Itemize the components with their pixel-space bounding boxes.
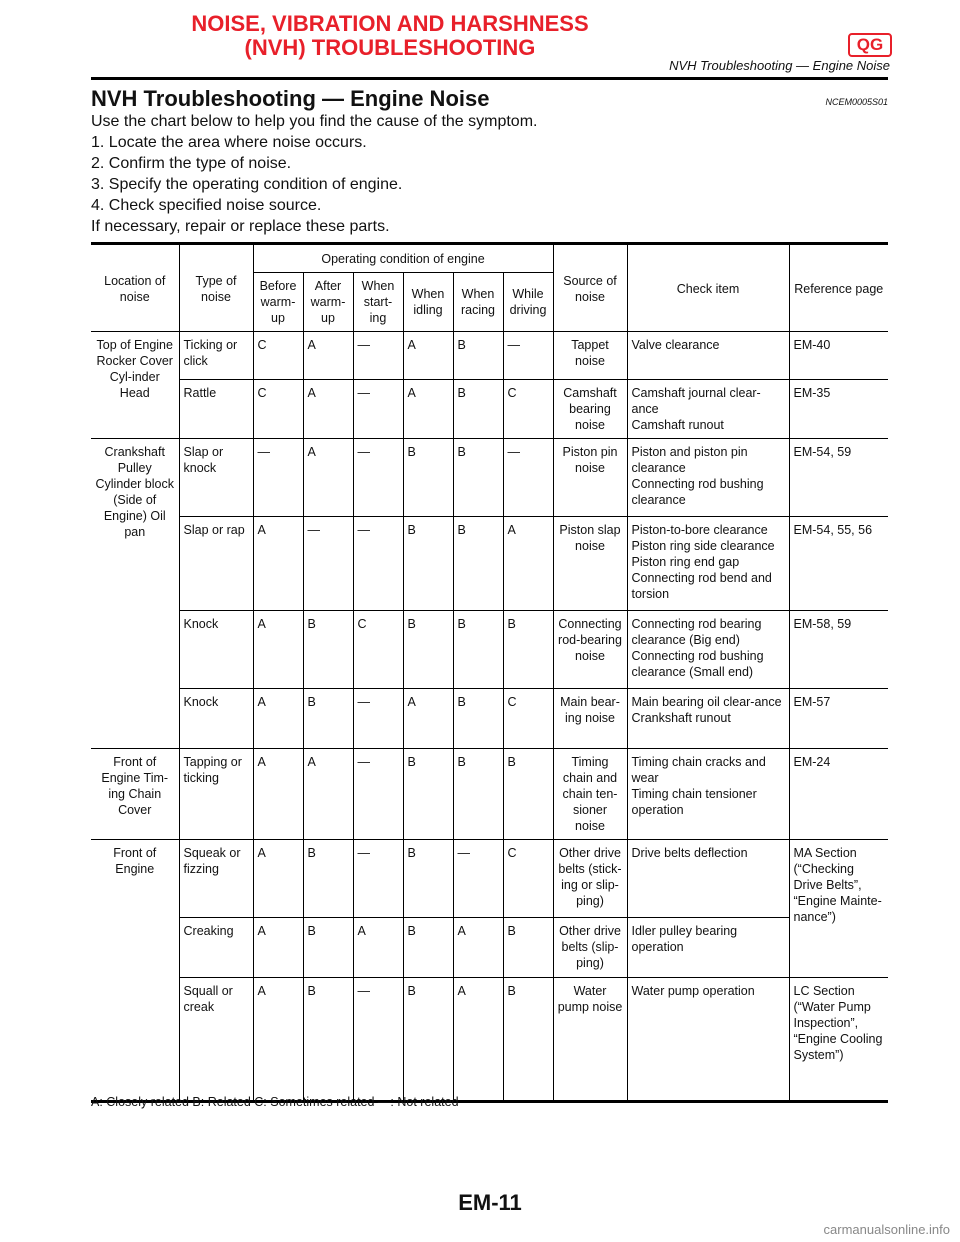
condition-mark-cell: B (503, 611, 553, 689)
reference-cell: EM-40 (789, 332, 888, 380)
check-item-cell: Camshaft journal clear-ance Camshaft runout (627, 380, 789, 439)
intro-line: 3. Specify the operating condition of engine. (91, 176, 403, 193)
header-while-driving: While driving (503, 273, 553, 332)
condition-mark-cell: B (453, 689, 503, 749)
check-item-cell: Main bearing oil clear-ance Crankshaft runout (627, 689, 789, 749)
condition-mark-cell: C (253, 332, 303, 380)
noise-source-cell: Camshaft bearing noise (553, 380, 627, 439)
noise-type-cell: Knock (179, 611, 253, 689)
table-row (91, 332, 888, 380)
condition-mark-cell: — (503, 332, 553, 380)
table-row (91, 749, 888, 840)
noise-type-cell: Squall or creak (179, 978, 253, 1102)
section-code: NCEM0005S01 (825, 97, 888, 107)
condition-mark-cell: A (253, 689, 303, 749)
reference-cell: EM-57 (789, 689, 888, 749)
header-title-line2: (NVH) TROUBLESHOOTING (244, 35, 536, 60)
header-rule (91, 77, 888, 80)
table-row (91, 611, 888, 689)
noise-source-cell: Main bear-ing noise (553, 689, 627, 749)
condition-mark-cell: — (303, 517, 353, 611)
check-item-cell: Piston-to-bore clearance Piston ring side clearance Piston ring end gap Connecting rod bend and torsion (627, 517, 789, 611)
condition-mark-cell: C (353, 611, 403, 689)
condition-mark-cell: A (253, 918, 303, 978)
condition-mark-cell: A (253, 749, 303, 840)
noise-source-cell: Water pump noise (553, 978, 627, 1102)
noise-source-cell: Connecting rod-bearing noise (553, 611, 627, 689)
location-cell: Front of Engine (91, 840, 179, 1102)
header-when-starting: When start-ing (353, 273, 403, 332)
table-row (91, 380, 888, 439)
condition-mark-cell: B (403, 749, 453, 840)
condition-mark-cell: B (503, 978, 553, 1102)
condition-mark-cell: B (403, 611, 453, 689)
condition-mark-cell: A (503, 517, 553, 611)
condition-mark-cell: B (303, 689, 353, 749)
condition-mark-cell: A (353, 918, 403, 978)
noise-source-cell: Timing chain and chain ten-sioner noise (553, 749, 627, 840)
condition-mark-cell: B (303, 978, 353, 1102)
reference-cell: EM-54, 55, 56 (789, 517, 888, 611)
header-operating: Operating condition of engine (253, 244, 553, 273)
condition-mark-cell: A (403, 689, 453, 749)
condition-mark-cell: — (353, 978, 403, 1102)
nvh-table (91, 242, 888, 1103)
condition-mark-cell: — (353, 380, 403, 439)
noise-source-cell: Other drive belts (stick-ing or slip-ping) (553, 840, 627, 918)
condition-mark-cell: A (303, 749, 353, 840)
condition-mark-cell: — (353, 439, 403, 517)
check-item-cell: Timing chain cracks and wear Timing chain tensioner operation (627, 749, 789, 840)
condition-mark-cell: C (253, 380, 303, 439)
noise-source-cell: Piston slap noise (553, 517, 627, 611)
condition-mark-cell: — (453, 840, 503, 918)
reference-cell: EM-24 (789, 749, 888, 840)
table-row (91, 689, 888, 749)
watermark: carmanualsonline.info (823, 1222, 950, 1237)
intro-line: 2. Confirm the type of noise. (91, 155, 292, 172)
location-cell: Crankshaft Pulley Cylinder block (Side of Engine) Oil pan (91, 439, 179, 749)
noise-source-cell: Piston pin noise (553, 439, 627, 517)
header-location: Location of noise (91, 244, 179, 332)
condition-mark-cell: — (253, 439, 303, 517)
condition-mark-cell: B (453, 611, 503, 689)
condition-mark-cell: — (353, 749, 403, 840)
check-item-cell: Drive belts deflection (627, 840, 789, 918)
check-item-cell: Water pump operation (627, 978, 789, 1102)
noise-type-cell: Slap or rap (179, 517, 253, 611)
condition-mark-cell: C (503, 689, 553, 749)
condition-mark-cell: C (503, 380, 553, 439)
section-badge: QG (848, 33, 892, 57)
legend: A: Closely related B: Related C: Sometimes related —: Not related (91, 1095, 459, 1109)
condition-mark-cell: A (303, 439, 353, 517)
header-title-line1: NOISE, VIBRATION AND HARSHNESS (191, 11, 589, 36)
page-number: EM-11 (458, 1190, 522, 1215)
condition-mark-cell: — (353, 689, 403, 749)
condition-mark-cell: — (353, 332, 403, 380)
condition-mark-cell: A (403, 380, 453, 439)
location-cell: Front of Engine Tim-ing Chain Cover (91, 749, 179, 840)
header-subtitle: NVH Troubleshooting — Engine Noise (669, 58, 890, 73)
condition-mark-cell: B (403, 439, 453, 517)
noise-type-cell: Squeak or fizzing (179, 840, 253, 918)
condition-mark-cell: A (453, 918, 503, 978)
header-after-warmup: After warm-up (303, 273, 353, 332)
condition-mark-cell: A (253, 978, 303, 1102)
noise-type-cell: Rattle (179, 380, 253, 439)
intro-text (91, 111, 888, 237)
noise-type-cell: Tapping or ticking (179, 749, 253, 840)
noise-type-cell: Slap or knock (179, 439, 253, 517)
noise-type-cell: Knock (179, 689, 253, 749)
intro-line: If necessary, repair or replace these parts. (91, 218, 390, 235)
noise-source-cell: Other drive belts (slip-ping) (553, 918, 627, 978)
condition-mark-cell: B (503, 749, 553, 840)
condition-mark-cell: — (353, 517, 403, 611)
condition-mark-cell: A (303, 332, 353, 380)
header-title (0, 12, 780, 60)
intro-line: Use the chart below to help you find the cause of the symptom. (91, 113, 538, 130)
condition-mark-cell: A (253, 840, 303, 918)
noise-source-cell: Tappet noise (553, 332, 627, 380)
table-row (91, 978, 888, 1102)
header-check: Check item (627, 244, 789, 332)
condition-mark-cell: A (403, 332, 453, 380)
check-item-cell: Idler pulley bearing operation (627, 918, 789, 978)
header-when-racing: When racing (453, 273, 503, 332)
condition-mark-cell: B (453, 517, 503, 611)
header-reference: Reference page (789, 244, 888, 332)
table-row (91, 439, 888, 517)
header-when-idling: When idling (403, 273, 453, 332)
reference-cell: LC Section (“Water Pump Inspection”, “Engine Cooling System”) (789, 978, 888, 1102)
condition-mark-cell: B (303, 918, 353, 978)
header-before-warmup: Before warm-up (253, 273, 303, 332)
section-title: NVH Troubleshooting — Engine Noise (91, 86, 490, 111)
header-source: Source of noise (553, 244, 627, 332)
condition-mark-cell: A (253, 611, 303, 689)
check-item-cell: Connecting rod bearing clearance (Big end) Connecting rod bushing clearance (Small end) (627, 611, 789, 689)
reference-cell: MA Section (“Checking Drive Belts”, “Engine Mainte-nance”) (789, 840, 888, 978)
reference-cell: EM-54, 59 (789, 439, 888, 517)
condition-mark-cell: B (303, 611, 353, 689)
condition-mark-cell: B (503, 918, 553, 978)
condition-mark-cell: B (403, 978, 453, 1102)
condition-mark-cell: A (303, 380, 353, 439)
condition-mark-cell: B (453, 749, 503, 840)
table-row (91, 517, 888, 611)
table-row (91, 840, 888, 918)
condition-mark-cell: — (353, 840, 403, 918)
reference-cell: EM-35 (789, 380, 888, 439)
condition-mark-cell: B (403, 517, 453, 611)
condition-mark-cell: C (503, 840, 553, 918)
condition-mark-cell: B (453, 332, 503, 380)
location-cell: Top of Engine Rocker Cover Cyl-inder Head (91, 332, 179, 439)
intro-line: 1. Locate the area where noise occurs. (91, 134, 367, 151)
condition-mark-cell: A (453, 978, 503, 1102)
condition-mark-cell: B (453, 380, 503, 439)
header-type: Type of noise (179, 244, 253, 332)
reference-cell: EM-58, 59 (789, 611, 888, 689)
condition-mark-cell: B (403, 918, 453, 978)
condition-mark-cell: — (503, 439, 553, 517)
noise-type-cell: Ticking or click (179, 332, 253, 380)
condition-mark-cell: B (453, 439, 503, 517)
check-item-cell: Valve clearance (627, 332, 789, 380)
noise-type-cell: Creaking (179, 918, 253, 978)
condition-mark-cell: B (403, 840, 453, 918)
check-item-cell: Piston and piston pin clearance Connecting rod bushing clearance (627, 439, 789, 517)
condition-mark-cell: B (303, 840, 353, 918)
condition-mark-cell: A (253, 517, 303, 611)
table-row (91, 918, 888, 978)
intro-line: 4. Check specified noise source. (91, 197, 322, 214)
